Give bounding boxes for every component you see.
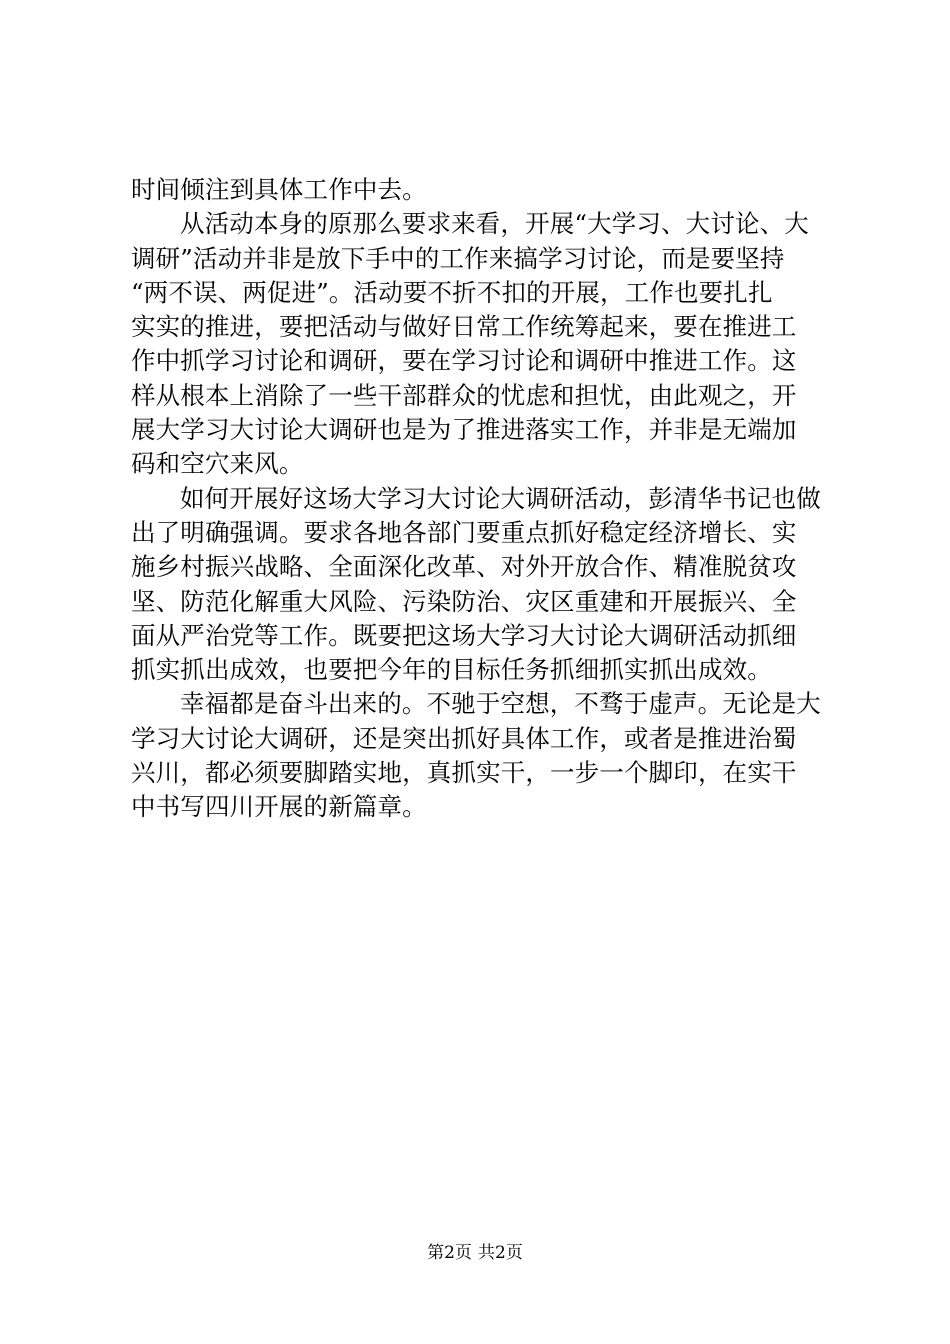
page-total: 共2页	[478, 1243, 523, 1263]
text-line: 中书写四川开展的新篇章。	[131, 792, 427, 822]
text-line: 实实的推进，要把活动与做好日常工作统筹起来，要在推进工	[131, 312, 797, 342]
text-line: 抓实抓出成效，也要把今年的目标任务抓细抓实抓出成效。	[131, 655, 772, 685]
text-line: “两不误、两促进”。活动要不折不扣的开展，工作也要扎扎	[131, 277, 773, 307]
text-line: 学习大讨论大调研，还是突出抓好具体工作，或者是推进治蜀	[131, 723, 797, 753]
page-number: 第2页	[427, 1243, 472, 1263]
text-line: 坚、防范化解重大风险、污染防治、灾区重建和开展振兴、全	[131, 586, 797, 616]
text-line: 幸福都是奋斗出来的。不驰于空想，不骛于虚声。无论是大	[180, 689, 821, 719]
text-line: 出了明确强调。要求各地各部门要重点抓好稳定经济增长、实	[131, 517, 797, 547]
text-line: 施乡村振兴战略、全面深化改革、对外开放合作、精准脱贫攻	[131, 552, 797, 582]
page-footer	[0, 1241, 950, 1265]
text-line: 兴川，都必须要脚踏实地，真抓实干，一步一个脚印，在实干	[131, 758, 797, 788]
text-line: 码和空穴来风。	[131, 449, 304, 479]
text-line: 展大学习大讨论大调研也是为了推进落实工作，并非是无端加	[131, 415, 797, 445]
text-line: 面从严治党等工作。既要把这场大学习大讨论大调研活动抓细	[131, 620, 797, 650]
text-line: 从活动本身的原那么要求来看，开展“大学习、大讨论、大	[180, 209, 809, 239]
text-line: 作中抓学习讨论和调研，要在学习讨论和调研中推进工作。这	[131, 346, 797, 376]
document-body	[131, 173, 831, 825]
text-line: 如何开展好这场大学习大讨论大调研活动，彭清华书记也做	[180, 483, 821, 513]
text-line: 样从根本上消除了一些干部群众的忧虑和担忧，由此观之，开	[131, 380, 797, 410]
text-line: 调研”活动并非是放下手中的工作来搞学习讨论，而是要坚持	[131, 243, 785, 273]
text-line: 时间倾注到具体工作中去。	[131, 175, 427, 204]
